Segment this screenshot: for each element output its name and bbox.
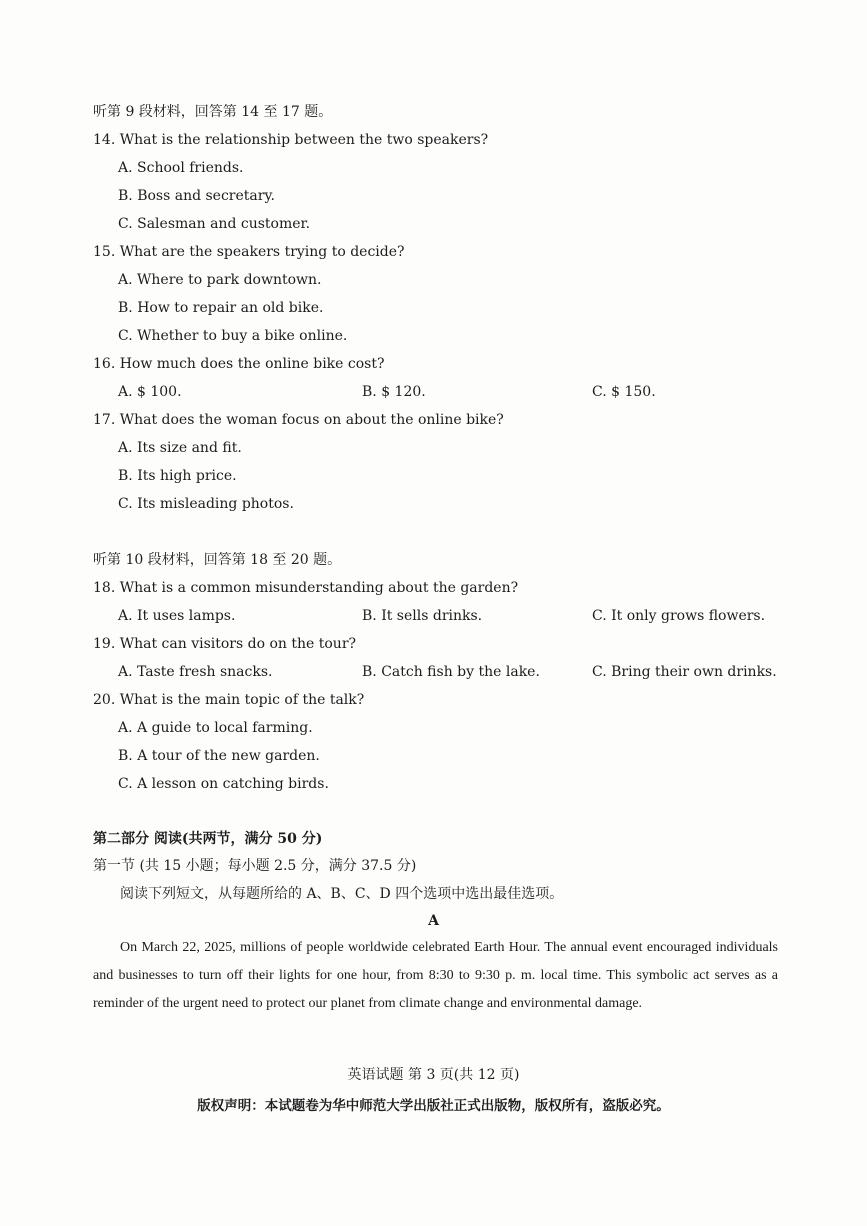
option-16b: B. $ 120.: [362, 384, 426, 400]
passage-label: A: [428, 913, 439, 929]
section-heading-10: 听第 10 段材料，回答第 18 至 20 题。: [93, 552, 342, 568]
passage-paragraph: On March 22, 2025, millions of people worldwide celebrated Earth Hour. The annual event encouraged individuals and businesses to turn off their lights for one hour, from 8:30 to 9:30 p. m. local time. This symbolic act serves as a reminder of the urgent need to protect our planet from climate change and environmental damage.: [93, 940, 778, 1011]
option-16c: C. $ 150.: [592, 384, 656, 400]
reading-instruction: 阅读下列短文，从每题所给的 A、B、C、D 四个选项中选出最佳选项。: [120, 886, 564, 902]
copyright-notice: 版权声明：本试题卷为华中师范大学出版社正式出版物，版权所有，盗版必究。: [197, 1098, 670, 1114]
option-17b: B. Its high price.: [118, 468, 237, 484]
section-heading-9: 听第 9 段材料，回答第 14 至 17 题。: [93, 104, 333, 120]
option-14b: B. Boss and secretary.: [118, 188, 275, 204]
option-19a: A. Taste fresh snacks.: [118, 664, 273, 680]
section-one-heading: 第一节 (共 15 小题；每小题 2.5 分，满分 37.5 分): [93, 858, 417, 874]
option-18b: B. It sells drinks.: [362, 608, 483, 624]
option-15c: C. Whether to buy a bike online.: [118, 328, 348, 344]
option-17a: A. Its size and fit.: [118, 440, 242, 456]
option-14c: C. Salesman and customer.: [118, 216, 311, 232]
option-16a: A. $ 100.: [118, 384, 182, 400]
option-15a: A. Where to park downtown.: [118, 272, 322, 288]
question-15: 15. What are the speakers trying to decide?: [93, 244, 405, 260]
question-20: 20. What is the main topic of the talk?: [93, 692, 365, 708]
option-15b: B. How to repair an old bike.: [118, 300, 324, 316]
option-18a: A. It uses lamps.: [118, 608, 236, 624]
part-two-title: 第二部分 阅读(共两节，满分 50 分): [93, 831, 323, 847]
option-17c: C. Its misleading photos.: [118, 496, 294, 512]
option-19c: C. Bring their own drinks.: [592, 664, 777, 680]
page-number: 英语试题 第 3 页(共 12 页): [347, 1067, 520, 1083]
option-20a: A. A guide to local farming.: [118, 720, 313, 736]
option-20c: C. A lesson on catching birds.: [118, 776, 329, 792]
question-19: 19. What can visitors do on the tour?: [93, 636, 357, 652]
question-17: 17. What does the woman focus on about the online bike?: [93, 412, 504, 428]
question-16: 16. How much does the online bike cost?: [93, 356, 385, 372]
question-18: 18. What is a common misunderstanding about the garden?: [93, 580, 519, 596]
option-20b: B. A tour of the new garden.: [118, 748, 320, 764]
option-19b: B. Catch fish by the lake.: [362, 664, 540, 680]
option-14a: A. School friends.: [118, 160, 244, 176]
question-14: 14. What is the relationship between the two speakers?: [93, 132, 489, 148]
option-18c: C. It only grows flowers.: [592, 608, 766, 624]
